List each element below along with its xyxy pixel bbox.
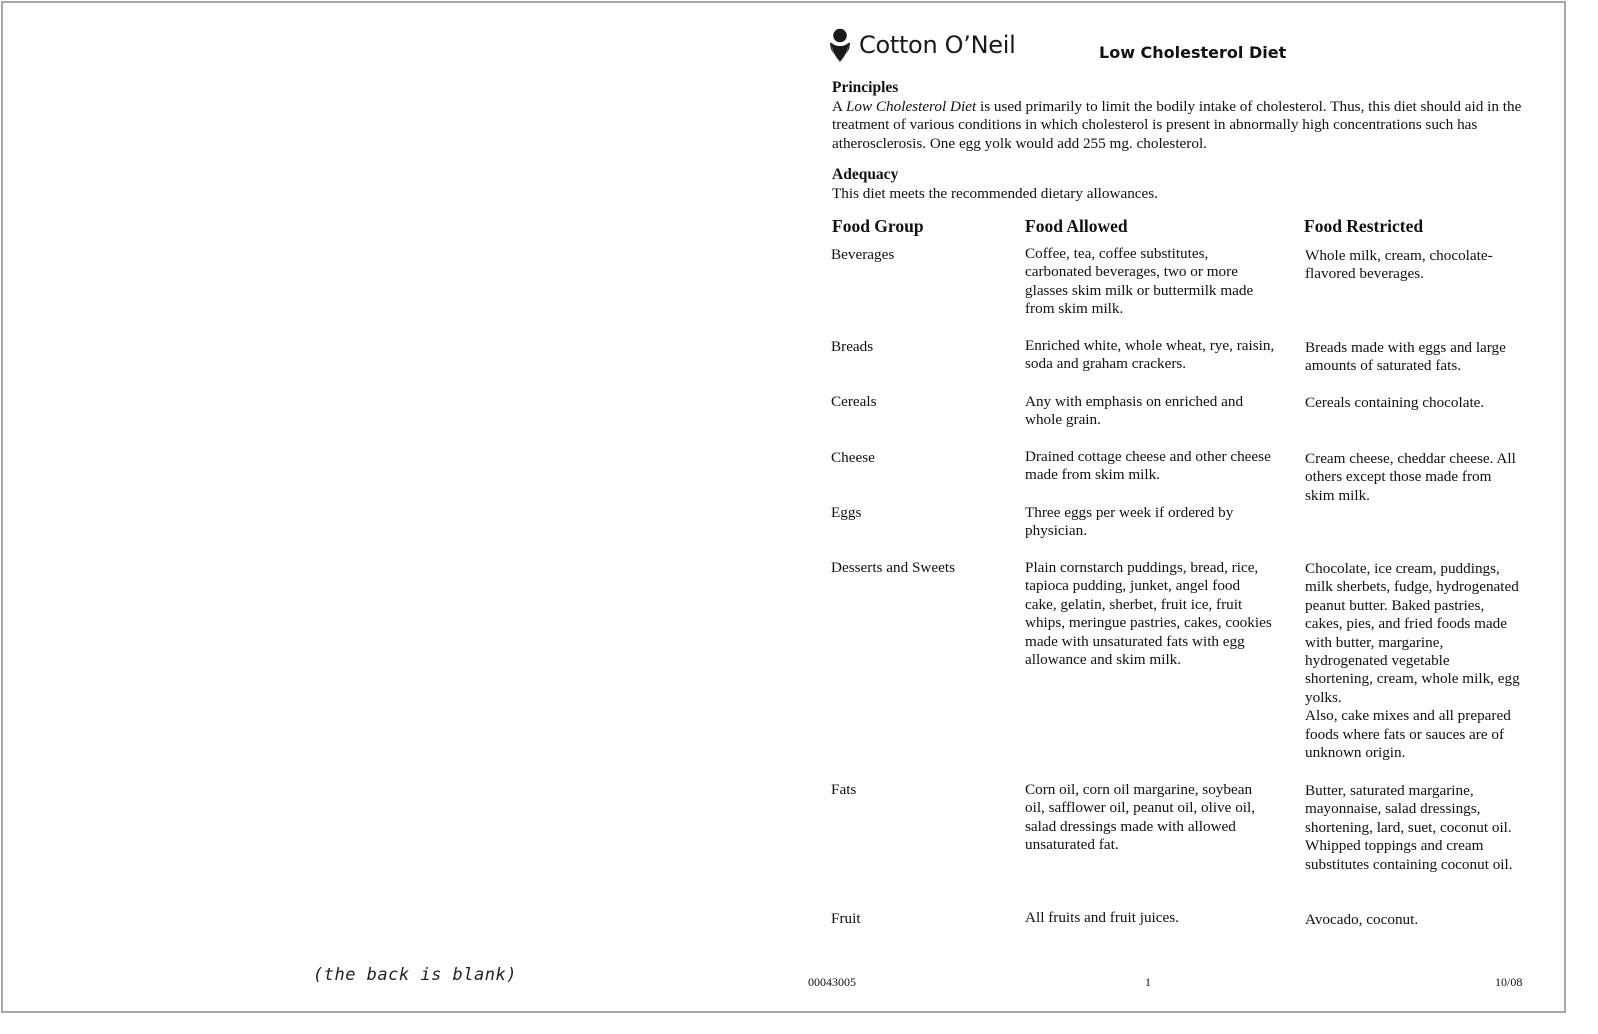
row-beverages-allowed: Coffee, tea, coffee substitutes, carbonated beverages, two or more glasses skim milk or buttermilk made from skim milk. [1025,245,1254,318]
header-food-group: Food Group [832,216,924,236]
header-food-restricted: Food Restricted [1304,216,1424,236]
principles-article: A [832,98,843,115]
row-cheese-group: Cheese [831,449,875,466]
document-title: Low Cholesterol Diet [1099,43,1287,62]
row-fruit-restricted: Avocado, coconut. [1305,911,1419,928]
adequacy-body: This diet meets the recommended dietary allowances. [832,185,1158,202]
row-cheese-allowed: Drained cottage cheese and other cheese made from skim milk. [1025,448,1271,484]
row-breads-group: Breads [831,338,874,355]
row-cheese-restricted: Cream cheese, cheddar cheese. All others except those made from skim milk. [1305,450,1516,504]
principles-diet-name: Low Cholesterol Diet [845,98,977,115]
row-desserts-restricted: Chocolate, ice cream, puddings, milk sherbets, fudge, hydrogenated peanut butter. Baked pastries, cakes, pies, and fried foods made with butter, margarine, hydrogenated vegetable shortening, cream, whole milk, egg yolks. Also, cake mixes and all prepared foods where fats or sauces are of unknown origin. [1305,560,1520,762]
row-fats-group: Fats [831,781,857,798]
row-breads-allowed: Enriched white, whole wheat, rye, raisin, soda and graham crackers. [1025,337,1275,373]
principles-body [832,98,1522,153]
row-beverages-group: Beverages [831,246,895,263]
row-cereals-restricted: Cereals containing chocolate. [1305,394,1485,411]
row-beverages-restricted: Whole milk, cream, chocolate-flavored beverages. [1305,247,1493,283]
row-cereals-group: Cereals [831,393,877,410]
logo-text: Cotton O’Neil [859,31,1016,59]
row-eggs-group: Eggs [831,504,862,521]
cotton-oneil-logo-mark-icon [827,27,853,63]
logo [827,27,1015,63]
row-fats-allowed: Corn oil, corn oil margarine, soybean oil, safflower oil, peanut oil, olive oil, salad dressings made with allowed unsaturated fat. [1025,781,1256,854]
footer-page-number: 1 [1145,975,1151,989]
page-sheet [1,1,1566,1013]
footer-date: 10/08 [1495,975,1523,989]
row-cereals-allowed: Any with emphasis on enriched and whole grain. [1025,393,1244,429]
row-eggs-allowed: Three eggs per week if ordered by physician. [1025,504,1234,540]
principles-heading: Principles [832,79,899,96]
row-desserts-group: Desserts and Sweets [831,559,956,576]
principles-text: is used primarily to limit the bodily intake of cholesterol. Thus, this diet should aid in the treatment of various conditions in which cholesterol is present in abnormally high concentrations such has atherosclerosis. One egg yolk would add 255 mg. cholesterol. [832,98,1522,152]
back-blank-note: (the back is blank) [313,965,517,985]
row-fruit-allowed: All fruits and fruit juices. [1025,909,1179,926]
row-desserts-allowed: Plain cornstarch puddings, bread, rice, tapioca pudding, junket, angel food cake, gelatin, sherbet, fruit ice, fruit whips, meringue pastries, cakes, cookies made with unsaturated fats with egg allowance and skim milk. [1025,559,1272,669]
row-fruit-group: Fruit [831,910,861,927]
row-fats-restricted: Butter, saturated margarine, mayonnaise, salad dressings, shortening, lard, suet, coconut oil. Whipped toppings and cream substitutes containing coconut oil. [1305,782,1513,873]
adequacy-heading: Adequacy [832,166,899,183]
footer-form-code: 00043005 [808,975,856,989]
header-food-allowed: Food Allowed [1025,216,1128,236]
row-breads-restricted: Breads made with eggs and large amounts of saturated fats. [1305,339,1506,375]
